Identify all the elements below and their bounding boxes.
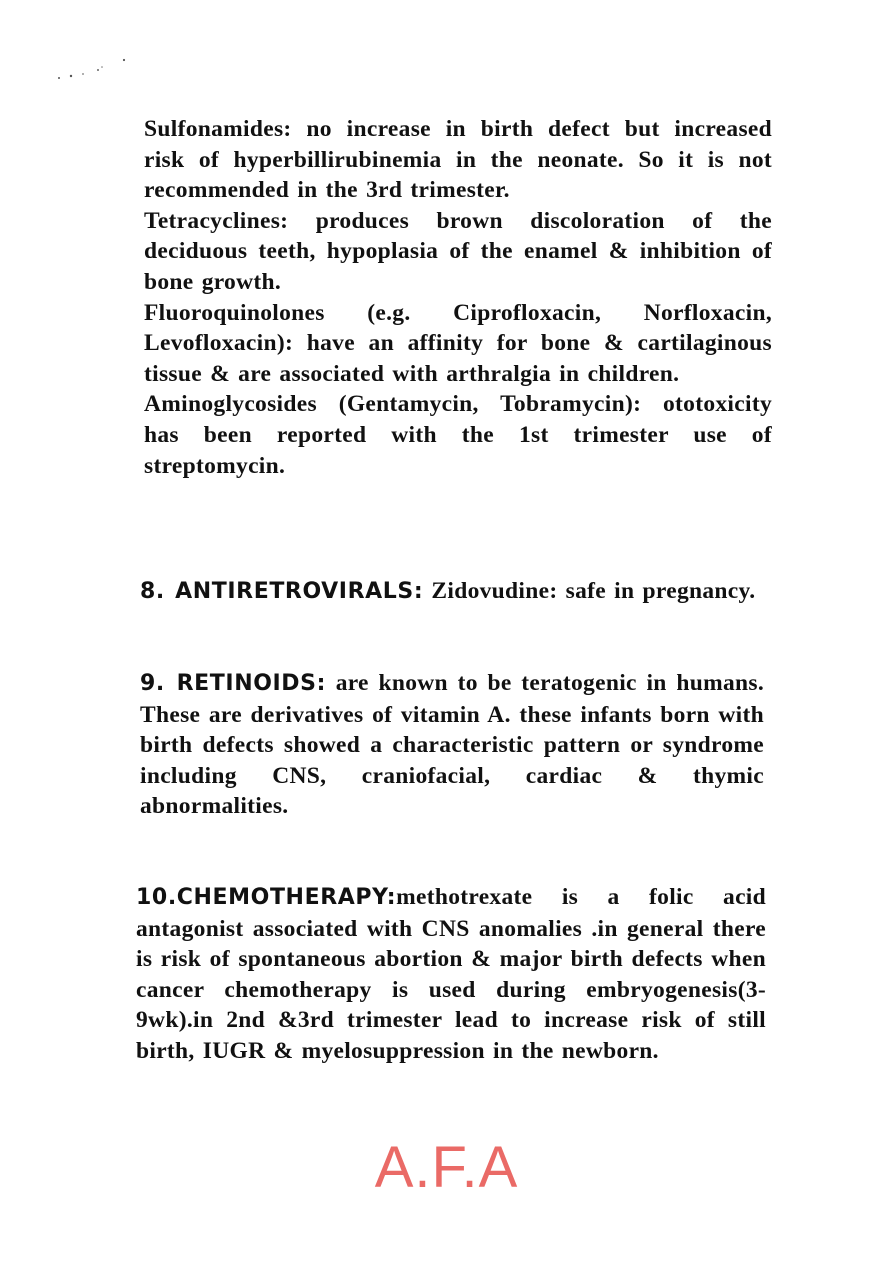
aminoglycosides-text: (Gentamycin, Tobramycin): ototoxicity has been reported with the 1st trimester use of streptomycin. bbox=[144, 391, 772, 479]
tetracyclines-term: Tetracyclines: bbox=[144, 207, 289, 234]
antiretrovirals-section bbox=[140, 576, 764, 608]
antiretrovirals-heading: 8. ANTIRETROVIRALS: bbox=[140, 579, 424, 604]
antibiotics-block bbox=[144, 114, 772, 481]
retinoids-heading: 9. RETINOIDS: bbox=[140, 671, 327, 696]
chemotherapy-text: methotrexate is a folic acid antagonist associated with CNS anomalies .in general there is risk of spontaneous abortion & major birth defects when cancer chemotherapy is used during embryogenesis(3-9wk).in 2nd &3rd trimester lead to increase risk of still birth, IUGR & myelosuppression in the newborn. bbox=[136, 884, 766, 1064]
fluoroquinolones-term: Fluoroquinolones bbox=[144, 299, 325, 326]
aminoglycosides-term: Aminoglycosides bbox=[144, 391, 317, 418]
tetracyclines-paragraph bbox=[144, 206, 772, 298]
aminoglycosides-paragraph bbox=[144, 389, 772, 481]
sulfonamides-text: no increase in birth defect but increased risk of hyperbillirubinemia in the neonate. So it is not recommended in the 3rd trimester. bbox=[144, 116, 772, 204]
antiretrovirals-text: Zidovudine: safe in pregnancy. bbox=[423, 578, 756, 604]
sulfonamides-term: Sulfonamides: bbox=[144, 116, 292, 142]
tetracyclines-text: produces brown discoloration of the deciduous teeth, hypoplasia of the enamel & inhibition of bone growth. bbox=[144, 207, 772, 295]
afa-watermark: A.F.A bbox=[374, 1135, 519, 1200]
scan-specks bbox=[56, 56, 136, 86]
sulfonamides-paragraph bbox=[144, 114, 772, 206]
chemotherapy-section bbox=[136, 882, 766, 1067]
chemotherapy-heading: 10.CHEMOTHERAPY: bbox=[136, 885, 397, 910]
fluoroquinolones-text: (e.g. Ciprofloxacin, Norfloxacin, Levofloxacin): have an affinity for bone & cartilaginous tissue & are associated with arthralgia in children. bbox=[144, 299, 772, 387]
fluoroquinolones-paragraph bbox=[144, 298, 772, 390]
retinoids-text: are known to be teratogenic in humans. These are derivatives of vitamin A. these infants born with birth defects showed a characteristic pattern or syndrome including CNS, craniofacial, cardiac & thymic abnormalities. bbox=[140, 670, 764, 820]
retinoids-section bbox=[140, 668, 764, 822]
